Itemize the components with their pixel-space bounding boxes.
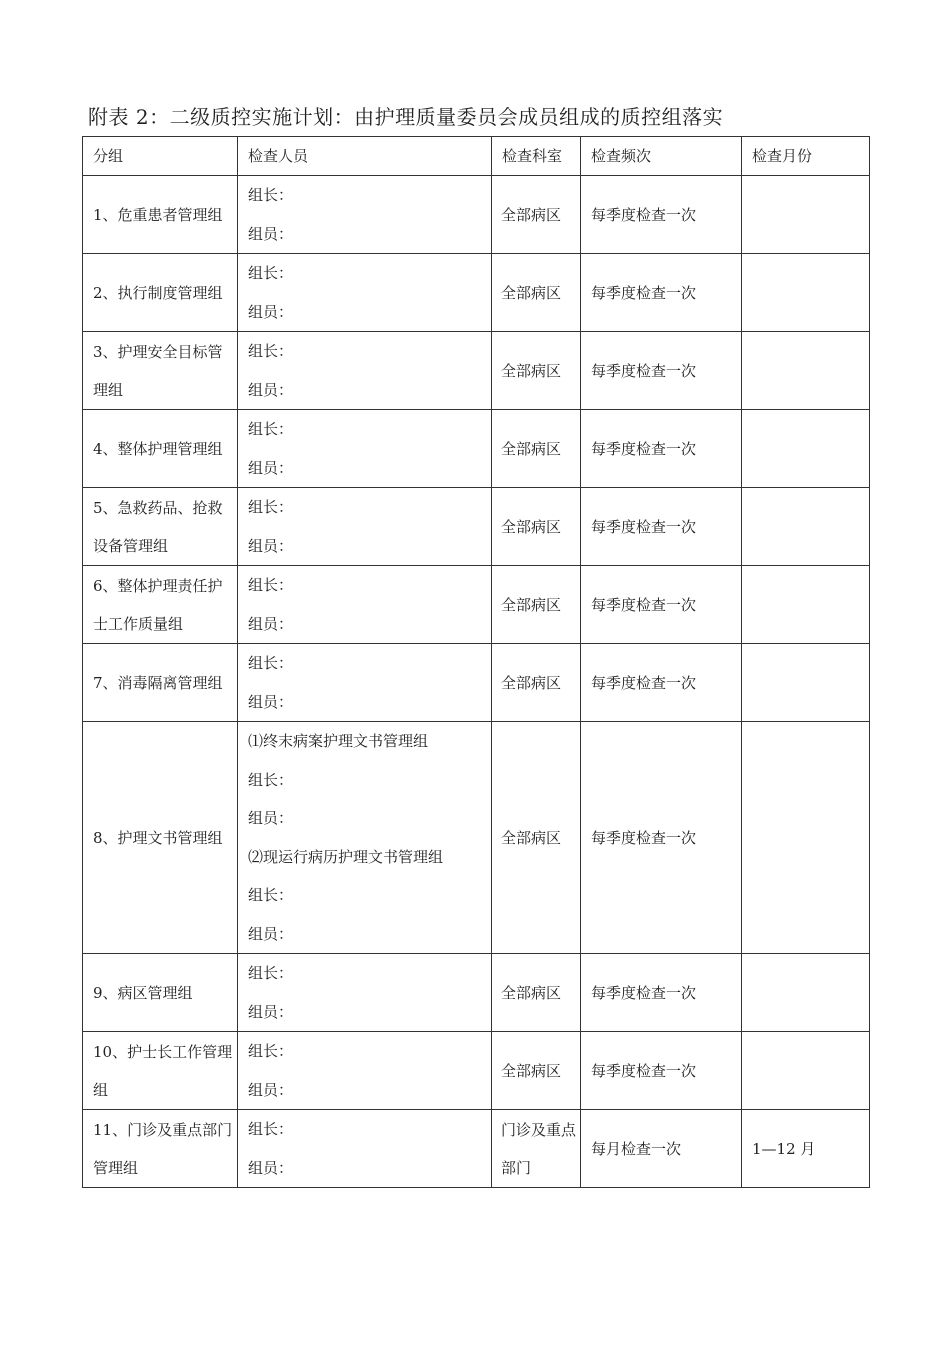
frequency-cell: 每月检查一次 (581, 1110, 742, 1188)
header-staff: 检查人员 (238, 137, 492, 176)
dept-cell: 全部病区 (492, 176, 581, 254)
header-month: 检查月份 (742, 137, 870, 176)
staff-line: 组员： (248, 924, 294, 943)
frequency-cell: 每季度检查一次 (581, 488, 742, 566)
table-header-row (83, 137, 870, 176)
group-name-cell: 7、消毒隔离管理组 (83, 644, 238, 722)
dept-cell: 全部病区 (492, 410, 581, 488)
staff-cell (238, 954, 492, 1032)
frequency-cell: 每季度检查一次 (581, 566, 742, 644)
dept-cell: 全部病区 (492, 254, 581, 332)
staff-cell (238, 176, 492, 254)
table-row (83, 722, 870, 954)
header-dept: 检查科室 (492, 137, 581, 176)
table-row (83, 644, 870, 722)
staff-line: 组员： (248, 614, 294, 633)
table-row (83, 332, 870, 410)
staff-line: 组长： (248, 654, 294, 672)
staff-line: 组长： (248, 576, 294, 594)
dept-cell: 全部病区 (492, 954, 581, 1032)
month-cell: 1—12 月 (742, 1110, 870, 1188)
staff-line: 组长： (248, 886, 294, 904)
frequency-cell: 每季度检查一次 (581, 1032, 742, 1110)
group-name-cell: 5、急救药品、抢救设备管理组 (83, 488, 238, 566)
month-cell (742, 644, 870, 722)
header-group: 分组 (83, 137, 238, 176)
group-name-cell: 8、护理文书管理组 (83, 722, 238, 954)
dept-cell: 全部病区 (492, 332, 581, 410)
group-name-cell: 3、护理安全目标管理组 (83, 332, 238, 410)
staff-line: ⑵现运行病历护理文书管理组 (248, 847, 444, 866)
frequency-cell: 每季度检查一次 (581, 722, 742, 954)
staff-line: 组长： (248, 342, 294, 360)
group-name-cell: 10、护士长工作管理组 (83, 1032, 238, 1110)
staff-line: 组员： (248, 692, 294, 711)
staff-line: 组员： (248, 380, 294, 399)
table-row (83, 1110, 870, 1188)
dept-cell: 全部病区 (492, 488, 581, 566)
table-row (83, 410, 870, 488)
staff-cell (238, 722, 492, 954)
frequency-cell: 每季度检查一次 (581, 644, 742, 722)
staff-cell (238, 1110, 492, 1188)
staff-line: 组员： (248, 536, 294, 555)
staff-cell (238, 644, 492, 722)
staff-line: 组长： (248, 186, 294, 204)
month-cell (742, 722, 870, 954)
dept-cell: 全部病区 (492, 1032, 581, 1110)
header-frequency: 检查频次 (581, 137, 742, 176)
staff-cell (238, 254, 492, 332)
month-cell (742, 176, 870, 254)
group-name-cell: 11、门诊及重点部门管理组 (83, 1110, 238, 1188)
month-cell (742, 1032, 870, 1110)
staff-line: 组长： (248, 964, 294, 982)
dept-cell: 全部病区 (492, 644, 581, 722)
staff-line: 组员： (248, 1002, 294, 1021)
dept-cell: 门诊及重点部门 (492, 1110, 581, 1188)
staff-line: 组长： (248, 498, 294, 516)
group-name-cell: 2、执行制度管理组 (83, 254, 238, 332)
staff-line: ⑴终末病案护理文书管理组 (248, 732, 429, 750)
month-cell (742, 566, 870, 644)
staff-line: 组员： (248, 809, 294, 827)
staff-line: 组员： (248, 458, 294, 477)
group-name-cell: 1、危重患者管理组 (83, 176, 238, 254)
qc-plan-table (82, 136, 870, 1188)
table-row (83, 254, 870, 332)
staff-cell (238, 1032, 492, 1110)
group-name-cell: 6、整体护理责任护士工作质量组 (83, 566, 238, 644)
staff-line: 组员： (248, 1080, 294, 1099)
document-title: 附表 2：二级质控实施计划：由护理质量委员会成员组成的质控组落实 (88, 105, 724, 129)
staff-line: 组长： (248, 1120, 294, 1138)
group-name-cell: 9、病区管理组 (83, 954, 238, 1032)
staff-line: 组长： (248, 264, 294, 282)
table-row (83, 566, 870, 644)
frequency-cell: 每季度检查一次 (581, 410, 742, 488)
staff-cell (238, 410, 492, 488)
month-cell (742, 410, 870, 488)
group-name-cell: 4、整体护理管理组 (83, 410, 238, 488)
frequency-cell: 每季度检查一次 (581, 954, 742, 1032)
staff-cell (238, 566, 492, 644)
month-cell (742, 254, 870, 332)
table-row (83, 488, 870, 566)
month-cell (742, 488, 870, 566)
table-row (83, 176, 870, 254)
staff-line: 组长： (248, 1042, 294, 1060)
frequency-cell: 每季度检查一次 (581, 176, 742, 254)
staff-line: 组长： (248, 420, 294, 438)
table-row (83, 954, 870, 1032)
staff-line: 组员： (248, 1158, 294, 1177)
dept-cell: 全部病区 (492, 722, 581, 954)
dept-cell: 全部病区 (492, 566, 581, 644)
month-cell (742, 954, 870, 1032)
staff-line: 组员： (248, 224, 294, 243)
staff-line: 组员： (248, 302, 294, 321)
staff-cell (238, 488, 492, 566)
frequency-cell: 每季度检查一次 (581, 254, 742, 332)
table-row (83, 1032, 870, 1110)
month-cell (742, 332, 870, 410)
staff-line: 组长： (248, 770, 294, 789)
frequency-cell: 每季度检查一次 (581, 332, 742, 410)
staff-cell (238, 332, 492, 410)
